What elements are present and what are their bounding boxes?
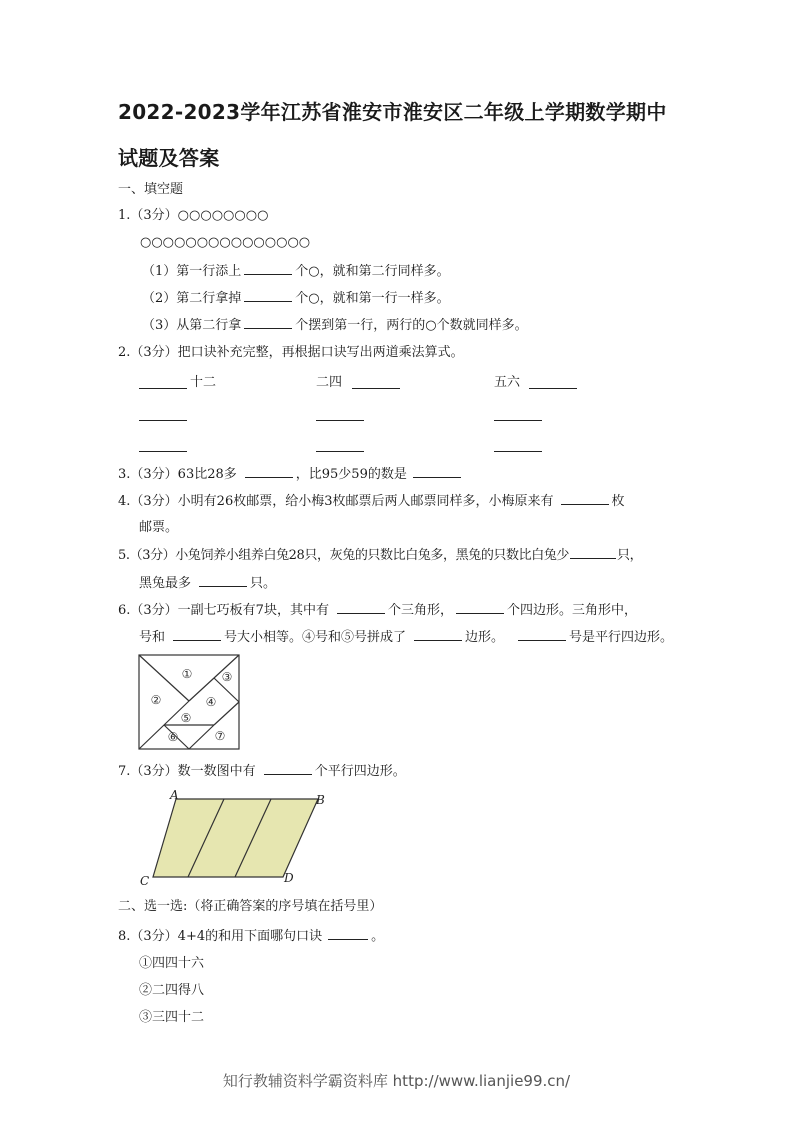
question-5 [118, 546, 642, 565]
q5-text-d: 只。 [250, 576, 277, 591]
vertex-label-d: D [284, 871, 294, 885]
answer-blank[interactable] [529, 387, 577, 389]
option-3: ③三四十二 [139, 1010, 205, 1025]
q6-text-a: 6.（3分）一副七巧板有7块，其中有 [118, 603, 329, 618]
q7-text-b: 个平行四边形。 [314, 764, 406, 779]
vertex-label-c: C [140, 874, 150, 888]
answer-blank[interactable] [316, 419, 364, 421]
q8-text-a: 8.（3分）4+4的和用下面哪句口诀 [118, 929, 323, 944]
q1-sub1-text-a: （1）第一行添上 [142, 264, 242, 279]
answer-blank[interactable] [494, 419, 542, 421]
answer-blank[interactable] [328, 927, 368, 940]
question-6 [118, 601, 637, 620]
rhyme-3: 五六 [494, 375, 521, 390]
parallelogram-figure [138, 787, 328, 889]
rhyme-1: 十二 [190, 375, 217, 390]
q6-text-g: 号是平行四边形。 [569, 630, 674, 645]
tangram-label-1: ① [181, 667, 193, 681]
answer-blank[interactable] [561, 492, 609, 505]
answer-blank[interactable] [456, 601, 504, 614]
answer-blank[interactable] [244, 262, 292, 275]
tangram-label-2: ② [150, 693, 162, 707]
option-1: ①四四十六 [139, 956, 205, 971]
tangram-label-6: ⑥ [167, 730, 179, 744]
tangram-label-4: ④ [205, 695, 217, 709]
answer-blank[interactable] [316, 450, 364, 452]
q5-text-b: 只， [617, 548, 643, 563]
q5-text-a: 5.（3分）小兔饲养小组养白兔28只，灰兔的只数比白兔多，黑兔的只数比白兔少 [118, 548, 570, 563]
question-1-sub-1 [142, 262, 450, 281]
answer-blank[interactable] [494, 450, 542, 452]
tangram-label-3: ③ [221, 670, 233, 684]
answer-blank[interactable] [244, 289, 292, 302]
q1-sub1-text-b: 个○，就和第二行同样多。 [295, 264, 450, 279]
document-title-line-2: 试题及答案 [118, 146, 220, 170]
answer-blank[interactable] [245, 465, 293, 478]
question-1-head: 1.（3分）○○○○○○○○ [118, 208, 269, 223]
q1-sub2-text-a: （2）第二行拿掉 [142, 291, 242, 306]
q6-text-c: 个四边形。三角形中， [506, 603, 637, 618]
q3-text-b: ，比95少59的数是 [295, 467, 407, 482]
option-2: ②二四得八 [139, 983, 205, 998]
question-1-sub-2 [142, 289, 450, 308]
answer-blank[interactable] [139, 419, 187, 421]
question-7 [118, 762, 406, 781]
tangram-label-5: ⑤ [180, 711, 192, 725]
q6-text-e: 号大小相等。④号和⑤号拼成了 [224, 630, 407, 645]
answer-blank[interactable] [244, 316, 292, 329]
question-5-cont [139, 574, 276, 593]
answer-blank[interactable] [139, 387, 187, 389]
q6-text-d: 号和 [139, 630, 166, 645]
answer-blank[interactable] [413, 465, 461, 478]
q1-sub3-text-b: 个摆到第一行，两行的○个数就同样多。 [295, 318, 528, 333]
vertex-label-a: A [170, 788, 179, 802]
question-1-circles-row-2: ○○○○○○○○○○○○○○○ [140, 235, 311, 250]
section-heading-fill-in: 一、填空题 [118, 182, 184, 197]
parallelogram-shape [153, 799, 318, 877]
question-8 [118, 927, 384, 946]
rhyme-2: 二四 [316, 375, 343, 390]
question-3 [118, 465, 464, 484]
q5-text-c: 黑兔最多 [139, 576, 192, 591]
answer-blank[interactable] [139, 450, 187, 452]
tangram-label-7: ⑦ [214, 729, 226, 743]
footer-watermark: 知行教辅资料学霸资料库 http://www.lianjie99.cn/ [222, 1072, 571, 1090]
answer-blank[interactable] [570, 546, 616, 559]
answer-blank[interactable] [337, 601, 385, 614]
answer-blank[interactable] [199, 574, 247, 587]
q1-sub3-text-a: （3）从第二行拿 [142, 318, 242, 333]
question-6-cont [139, 628, 673, 647]
q8-text-b: 。 [371, 929, 385, 944]
document-title-line-1: 2022-2023学年江苏省淮安市淮安区二年级上学期数学期中 [118, 100, 667, 124]
q3-text-a: 3.（3分）63比28多 [118, 467, 237, 482]
q1-sub2-text-b: 个○，就和第一行一样多。 [295, 291, 450, 306]
tangram-figure [138, 654, 240, 750]
q6-text-b: 个三角形， [387, 603, 453, 618]
vertex-label-b: B [316, 793, 325, 807]
answer-blank[interactable] [352, 387, 400, 389]
q4-text-b: 枚 [611, 494, 625, 509]
q4-text-a: 4.（3分）小明有26枚邮票，给小梅3枚邮票后两人邮票同样多，小梅原来有 [118, 494, 554, 509]
question-4-cont: 邮票。 [139, 520, 179, 535]
answer-blank[interactable] [264, 762, 312, 775]
question-1-sub-3 [142, 316, 528, 335]
q7-text-a: 7.（3分）数一数图中有 [118, 764, 256, 779]
section-heading-multiple-choice: 二、选一选:（将正确答案的序号填在括号里） [118, 899, 383, 914]
answer-blank[interactable] [173, 628, 221, 641]
question-4 [118, 492, 625, 511]
answer-blank[interactable] [518, 628, 566, 641]
question-2-head: 2.（3分）把口诀补充完整，再根据口诀写出两道乘法算式。 [118, 345, 464, 360]
q6-text-f: 边形。 [465, 630, 505, 645]
answer-blank[interactable] [414, 628, 462, 641]
